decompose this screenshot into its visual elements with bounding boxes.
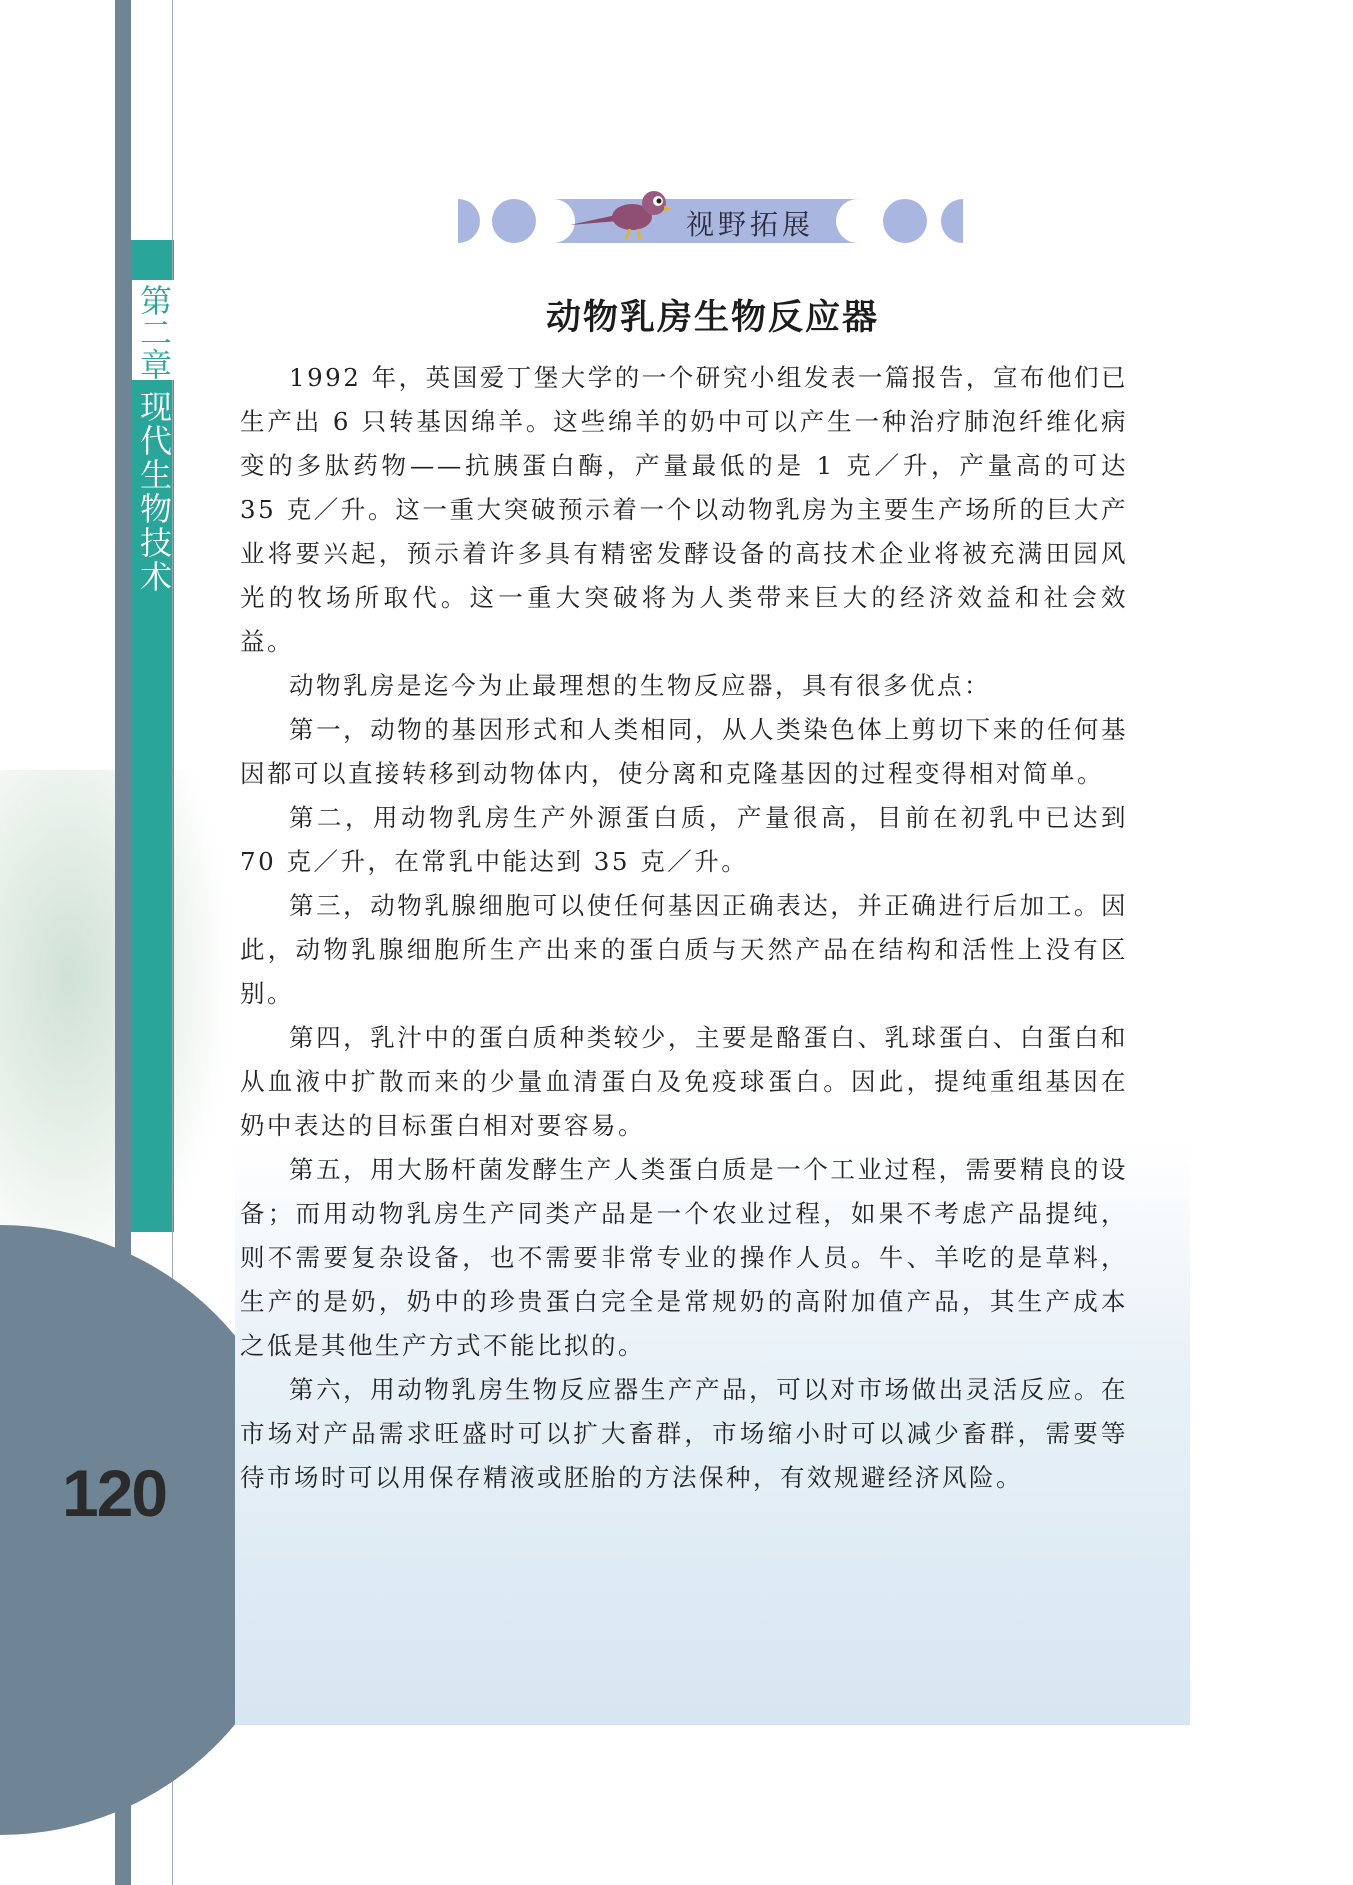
chapter-number: 第二章 xyxy=(135,284,173,380)
chapter-title: 现代生物技术 xyxy=(135,390,173,594)
article-title: 动物乳房生物反应器 xyxy=(545,298,879,338)
paragraph: 第五，用大肠杆菌发酵生产人类蛋白质是一个工业过程，需要精良的设备；而用动物乳房生产同类产品是一个农业过程，如果不考虑产品提纯，则不需要复杂设备，也不需要非常专业的操作人员。牛、羊吃的是草料，生产的是奶，奶中的珍贵蛋白完全是常规奶的高附加值产品，其生产成本之低是其他生产方式不能比拟的。 xyxy=(240,1155,1128,1360)
paragraph: 第一，动物的基因形式和人类相同，从人类染色体上剪切下来的任何基因都可以直接转移到动物体内，使分离和克隆基因的过程变得相对简单。 xyxy=(240,715,1128,788)
chapter-marker xyxy=(142,252,162,272)
chapter-number-box xyxy=(132,280,176,380)
page-number: 120 xyxy=(62,1456,167,1530)
banner-label: 视野拓展 xyxy=(686,208,815,241)
article-body xyxy=(240,356,1128,1500)
paragraph: 第六，用动物乳房生物反应器生产产品，可以对市场做出灵活反应。在市场对产品需求旺盛时可以扩大畜群，市场缩小时可以减少畜群，需要等待市场时可以用保存精液或胚胎的方法保种，有效规避经济风险。 xyxy=(240,1375,1128,1492)
section-banner xyxy=(458,195,963,247)
paragraph: 动物乳房是迄今为止最理想的生物反应器，具有很多优点： xyxy=(289,671,991,700)
paragraph: 第二，用动物乳房生产外源蛋白质，产量很高，目前在初乳中已达到 70 克／升，在常乳中能达到 35 克／升。 xyxy=(240,803,1128,876)
bird-icon xyxy=(568,185,678,245)
paragraph: 1992 年，英国爱丁堡大学的一个研究小组发表一篇报告，宣布他们已生产出 6 只转基因绵羊。这些绵羊的奶中可以产生一种治疗肺泡纤维化病变的多肽药物——抗胰蛋白酶，产量最低的是 1 克／升，产量高的可达 35 克／升。这一重大突破预示着一个以动物乳房为主要生产场所的巨大产业将要兴起，预示着许多具有精密发酵设备的高技术企业将被充满田园风光的牧场所取代。这一重大突破将为人类带来巨大的经济效益和社会效益。 xyxy=(240,363,1128,656)
paragraph: 第三，动物乳腺细胞可以使任何基因正确表达，并正确进行后加工。因此，动物乳腺细胞所生产出来的蛋白质与天然产品在结构和活性上没有区别。 xyxy=(240,891,1128,1008)
paragraph: 第四，乳汁中的蛋白质种类较少，主要是酪蛋白、乳球蛋白、白蛋白和从血液中扩散而来的少量血清蛋白及免疫球蛋白。因此，提纯重组基因在奶中表达的目标蛋白相对要容易。 xyxy=(240,1023,1128,1140)
chapter-tab xyxy=(131,240,174,1232)
